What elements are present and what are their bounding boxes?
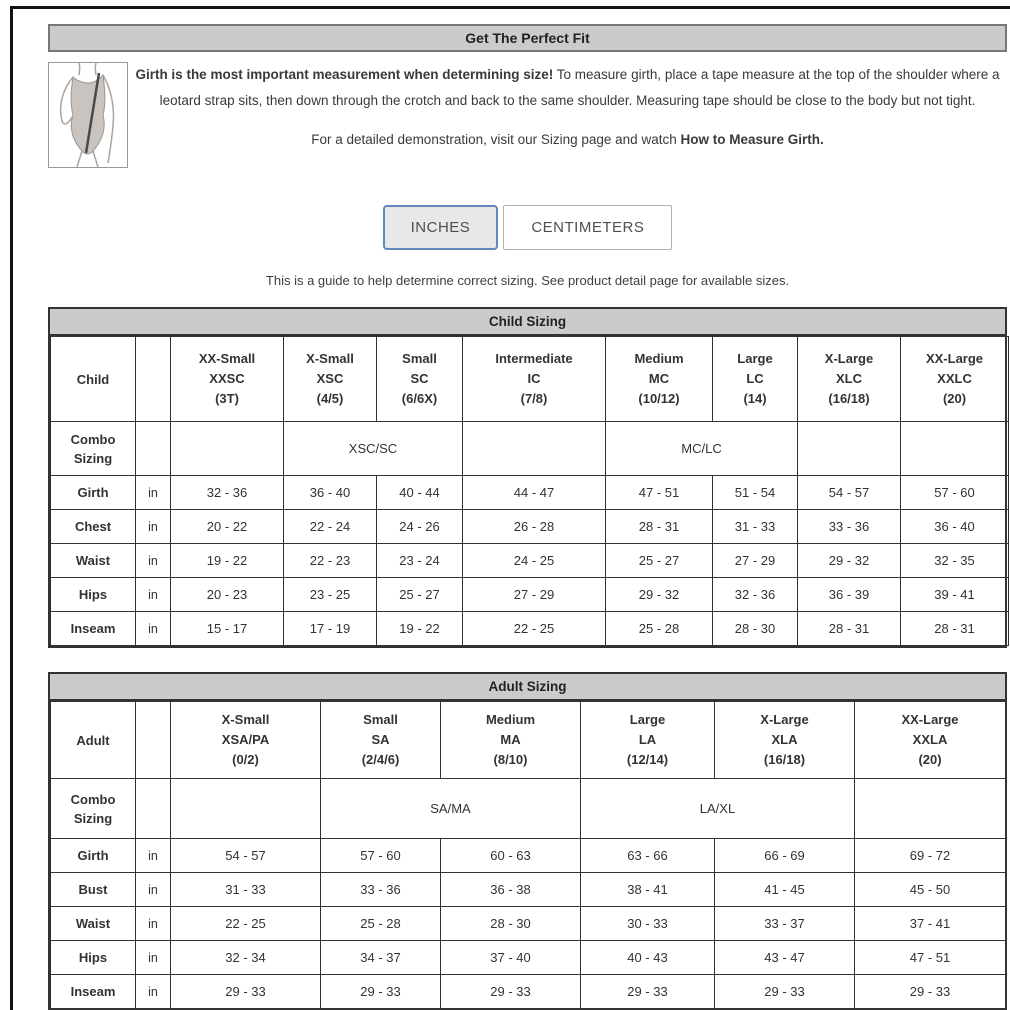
sizing-guide-note: This is a guide to help determine correct sizing. See product detail page for available sizes. [265,273,790,288]
measurement-value: 32 - 34 [171,941,321,975]
measurement-value: 40 - 44 [377,476,463,510]
measurement-value: 66 - 69 [715,839,855,873]
size-column-header [901,337,1009,422]
unit-cell: in [136,510,171,544]
size-name: X-Small [306,351,354,366]
adult-sizing-table-wrap [48,672,1007,1010]
size-numbers: (6/6X) [401,391,438,406]
measurement-value: 22 - 24 [284,510,377,544]
size-code: XSC [316,371,344,386]
combo-cell [171,422,284,476]
measurement-value: 33 - 36 [798,510,901,544]
measurement-value: 28 - 31 [606,510,713,544]
measurement-value: 28 - 31 [901,612,1009,646]
combo-cell [855,779,1006,839]
measurement-value: 69 - 72 [855,839,1006,873]
size-code: XXLC [937,371,972,386]
size-code: IC [527,371,541,386]
size-code: SA [371,732,390,747]
combo-cell: XSC/SC [284,422,463,476]
demo-bold: How to Measure Girth. [680,132,824,147]
size-column-header [171,702,321,779]
measurement-value: 54 - 57 [798,476,901,510]
combo-row-label: Combo Sizing [51,422,136,476]
measurement-value: 28 - 30 [441,907,581,941]
measurement-value: 22 - 23 [284,544,377,578]
child-sizing-table-wrap [48,307,1007,648]
measurement-value: 32 - 36 [171,476,284,510]
measurement-label: Hips [51,578,136,612]
centimeters-button[interactable]: CENTIMETERS [503,205,672,250]
measurement-value: 22 - 25 [171,907,321,941]
measurement-label: Inseam [51,612,136,646]
measurement-value: 34 - 37 [321,941,441,975]
size-column-header [441,702,581,779]
combo-cell [171,779,321,839]
size-numbers: (12/14) [626,752,669,767]
measurement-value: 36 - 39 [798,578,901,612]
size-code: XXSC [209,371,245,386]
size-name: X-Small [221,712,270,727]
adult-sizing-table [50,701,1006,1009]
leotard-girth-diagram-icon [49,63,127,167]
measurement-label: Chest [51,510,136,544]
measurement-row [51,907,1006,941]
size-numbers: (20) [918,752,942,767]
measurement-row [51,578,1009,612]
girth-intro-text [128,62,1007,114]
measurement-value: 30 - 33 [581,907,715,941]
size-column-header [377,337,463,422]
measurement-value: 29 - 33 [581,975,715,1009]
size-column-header [715,702,855,779]
unit-column-header [136,337,171,422]
measurement-row [51,873,1006,907]
measurement-value: 23 - 24 [377,544,463,578]
measurement-value: 54 - 57 [171,839,321,873]
measurement-value: 24 - 25 [463,544,606,578]
size-code: MA [500,732,521,747]
size-code: XLC [836,371,862,386]
measurement-row [51,510,1009,544]
measurement-value: 17 - 19 [284,612,377,646]
size-name: Intermediate [495,351,573,366]
measurement-value: 29 - 32 [606,578,713,612]
measurement-value: 29 - 33 [441,975,581,1009]
measurement-value: 36 - 38 [441,873,581,907]
measurement-value: 45 - 50 [855,873,1006,907]
measurement-value: 63 - 66 [581,839,715,873]
size-column-header [171,337,284,422]
demo-instruction-text [128,127,1007,153]
measurement-label: Hips [51,941,136,975]
size-name: Small [402,351,437,366]
size-name: XX-Large [901,712,959,727]
measurement-value: 47 - 51 [855,941,1006,975]
measurement-value: 26 - 28 [463,510,606,544]
size-numbers: (14) [743,391,767,406]
size-name: Medium [485,712,536,727]
size-column-header [606,337,713,422]
size-numbers: (4/5) [316,391,344,406]
unit-cell: in [136,476,171,510]
combo-cell [901,422,1009,476]
measurement-value: 57 - 60 [901,476,1009,510]
size-code: LA [638,732,657,747]
measurement-value: 25 - 27 [606,544,713,578]
page-title-bar [48,24,1007,52]
measurement-value: 36 - 40 [901,510,1009,544]
combo-unit-cell [136,779,171,839]
size-numbers: (10/12) [638,391,680,406]
measurement-label: Bust [51,873,136,907]
unit-cell: in [136,873,171,907]
measurement-value: 27 - 29 [463,578,606,612]
measurement-label: Waist [51,907,136,941]
size-numbers: (0/2) [232,752,259,767]
measurement-value: 15 - 17 [171,612,284,646]
measurement-row [51,975,1006,1009]
measurement-row [51,839,1006,873]
size-code: SC [410,371,429,386]
measurement-value: 41 - 45 [715,873,855,907]
size-code: XXLA [912,732,948,747]
combo-unit-cell [136,422,171,476]
size-numbers: (8/10) [493,752,528,767]
measurement-value: 33 - 36 [321,873,441,907]
size-column-header [321,702,441,779]
measurement-row [51,941,1006,975]
measurement-value: 19 - 22 [377,612,463,646]
unit-cell: in [136,907,171,941]
table-corner-label: Adult [51,702,136,779]
measurement-value: 29 - 33 [855,975,1006,1009]
measurement-value: 24 - 26 [377,510,463,544]
size-code: LC [746,371,764,386]
measurement-label: Girth [51,839,136,873]
table-corner-label: Child [51,337,136,422]
unit-cell: in [136,839,171,873]
unit-toggle [48,205,1007,250]
child-table-title: Child Sizing [50,309,1005,336]
girth-measurement-figure [48,62,128,168]
measurement-value: 25 - 28 [321,907,441,941]
measurement-row [51,544,1009,578]
adult-table-title: Adult Sizing [50,674,1005,701]
size-column-header [581,702,715,779]
measurement-row [51,612,1009,646]
measurement-label: Girth [51,476,136,510]
size-guide-content [48,24,1007,1010]
size-numbers: (20) [942,391,967,406]
size-code: MC [648,371,670,386]
girth-intro-body: To measure girth, place a tape measure at the top of the shoulder where a leotard strap sits, then down through the crotch and back to the same shoulder. Measuring tape should be close to the body but not tight. [159,67,1000,108]
measurement-value: 60 - 63 [441,839,581,873]
girth-intro-bold: Girth is the most important measurement when determining size! [135,67,554,82]
measurement-value: 37 - 41 [855,907,1006,941]
measurement-value: 57 - 60 [321,839,441,873]
unit-cell: in [136,612,171,646]
size-name: XX-Small [198,351,256,366]
measurement-value: 23 - 25 [284,578,377,612]
child-sizing-table [50,336,1009,646]
measurement-value: 28 - 31 [798,612,901,646]
unit-cell: in [136,941,171,975]
combo-cell: LA/XL [581,779,855,839]
size-column-header [855,702,1006,779]
combo-sizing-row [51,422,1009,476]
size-numbers: (2/4/6) [361,752,400,767]
inches-button[interactable]: INCHES [383,205,499,250]
measurement-value: 31 - 33 [171,873,321,907]
size-header-row [51,702,1006,779]
measurement-value: 33 - 37 [715,907,855,941]
combo-cell [798,422,901,476]
combo-cell: MC/LC [606,422,798,476]
intro-text-block [128,62,1007,168]
measurement-value: 29 - 33 [321,975,441,1009]
measurement-value: 47 - 51 [606,476,713,510]
measurement-value: 32 - 36 [713,578,798,612]
combo-cell [463,422,606,476]
size-name: XX-Large [925,351,984,366]
measurement-value: 29 - 33 [715,975,855,1009]
size-name: X-Large [760,712,809,727]
size-column-header [798,337,901,422]
measurement-row [51,476,1009,510]
size-code: XSA/PA [221,732,270,747]
size-column-header [284,337,377,422]
size-code: XLA [771,732,798,747]
unit-column-header [136,702,171,779]
combo-row-label: Combo Sizing [51,779,136,839]
measurement-value: 37 - 40 [441,941,581,975]
measurement-value: 22 - 25 [463,612,606,646]
combo-sizing-row [51,779,1006,839]
size-column-header [713,337,798,422]
size-name: X-Large [824,351,874,366]
size-numbers: (7/8) [520,391,548,406]
measurement-value: 25 - 27 [377,578,463,612]
size-numbers: (16/18) [763,752,806,767]
measurement-label: Inseam [51,975,136,1009]
combo-cell: SA/MA [321,779,581,839]
measurement-value: 38 - 41 [581,873,715,907]
size-name: Medium [634,351,684,366]
measurement-value: 40 - 43 [581,941,715,975]
frame-border-left [10,6,13,1010]
size-header-row [51,337,1009,422]
size-name: Large [629,712,666,727]
size-column-header [463,337,606,422]
measurement-value: 20 - 23 [171,578,284,612]
page-title: Get The Perfect Fit [465,30,590,46]
measurement-value: 32 - 35 [901,544,1009,578]
unit-cell: in [136,975,171,1009]
measurement-value: 51 - 54 [713,476,798,510]
measurement-value: 43 - 47 [715,941,855,975]
size-name: Large [737,351,773,366]
measurement-value: 36 - 40 [284,476,377,510]
measurement-value: 31 - 33 [713,510,798,544]
size-numbers: (16/18) [828,391,870,406]
measurement-value: 27 - 29 [713,544,798,578]
measurement-value: 28 - 30 [713,612,798,646]
unit-cell: in [136,544,171,578]
measurement-value: 29 - 32 [798,544,901,578]
measurement-value: 29 - 33 [171,975,321,1009]
size-name: Small [363,712,398,727]
demo-prefix: For a detailed demonstration, visit our Sizing page and watch [311,132,681,147]
intro-section [48,62,1007,168]
measurement-value: 25 - 28 [606,612,713,646]
measurement-label: Waist [51,544,136,578]
measurement-value: 20 - 22 [171,510,284,544]
measurement-value: 44 - 47 [463,476,606,510]
frame-border-top [10,6,1010,9]
measurement-value: 19 - 22 [171,544,284,578]
size-numbers: (3T) [215,391,239,406]
unit-cell: in [136,578,171,612]
measurement-value: 39 - 41 [901,578,1009,612]
